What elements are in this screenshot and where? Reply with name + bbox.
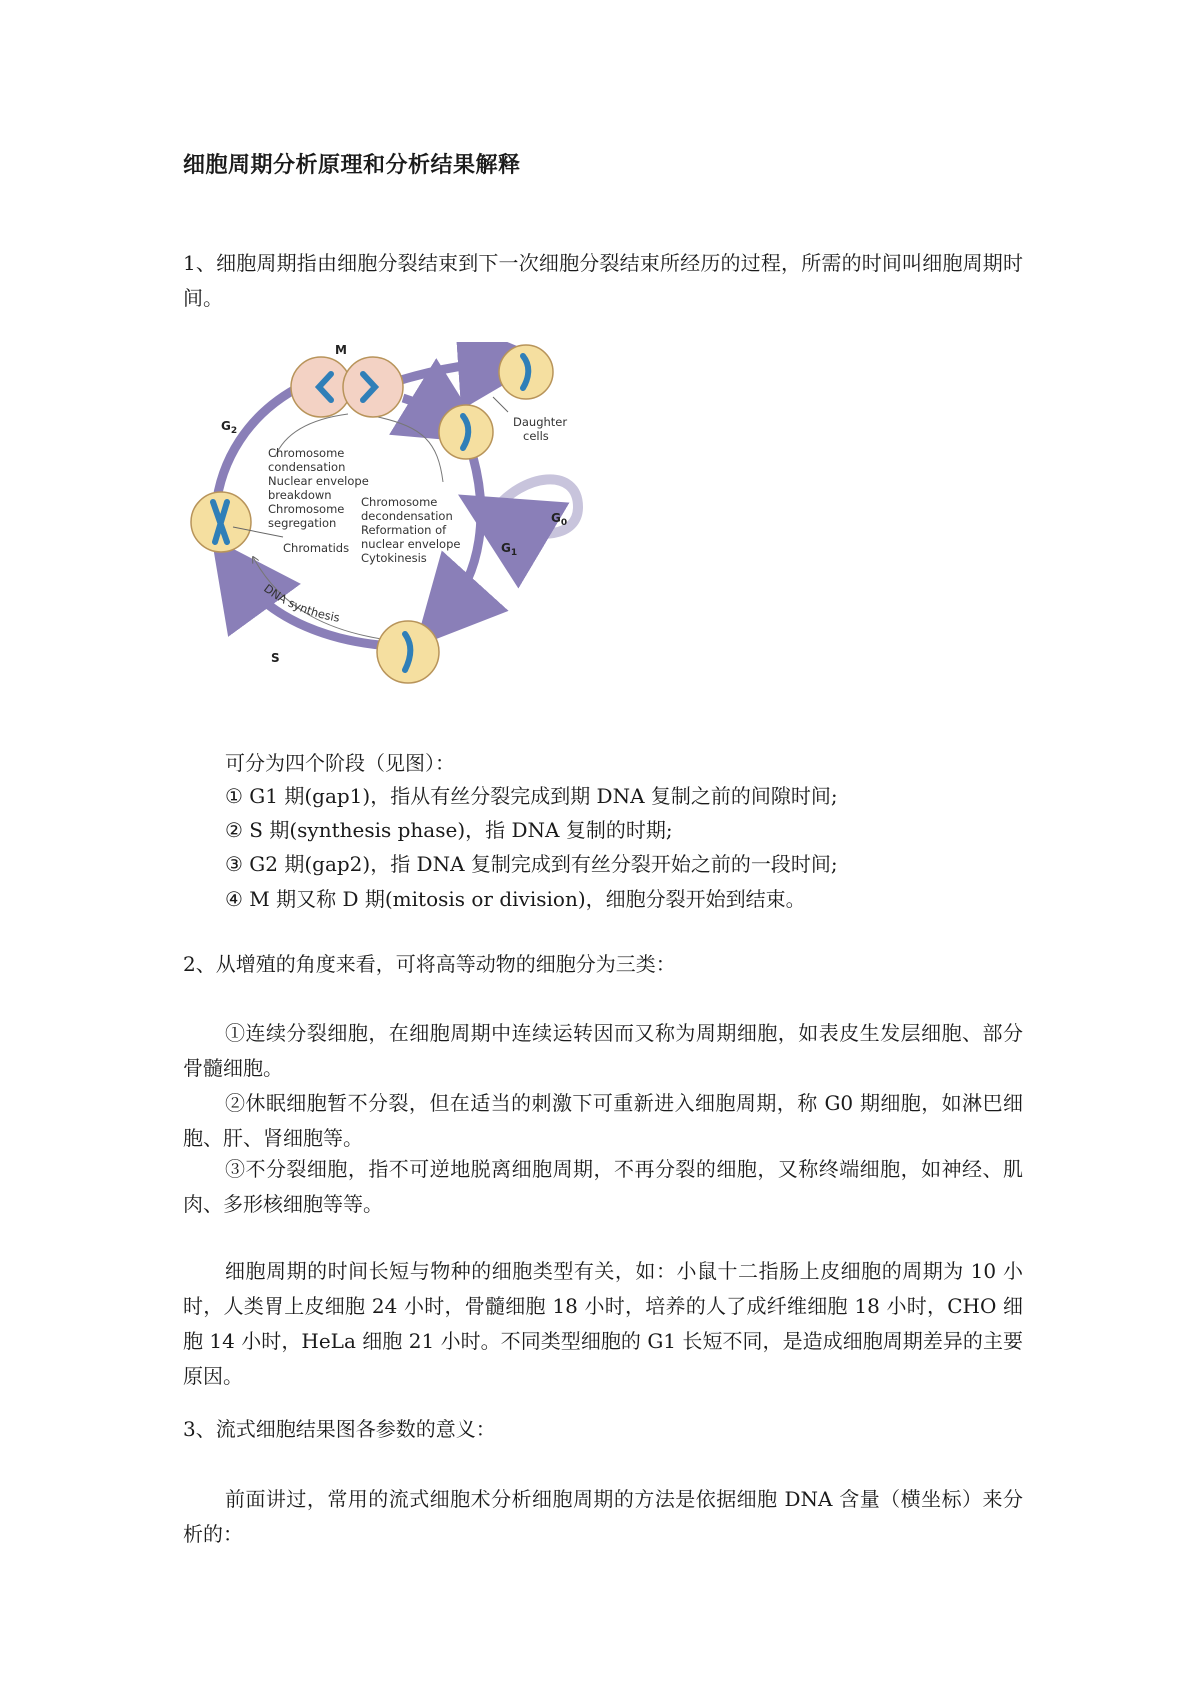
section-3-heading: 3、流式细胞结果图各参数的意义： <box>183 1417 496 1441</box>
cycle-time-paragraph: 细胞周期的时间长短与物种的细胞类型有关，如：小鼠十二指肠上皮细胞的周期为 10 小时，人类胃上皮细胞 24 小时，骨髓细胞 18 小时，培养的人了成纤维细胞 18 小时，CHO 细胞 14 小时，HeLa 细胞 21 小时。不同类型细胞的 G1 长短不同，是造成细胞周期差异的主要原因。 <box>183 1259 1023 1388</box>
section-1-paragraph: 1、细胞周期指由细胞分裂结束到下一次细胞分裂结束所经历的过程，所需的时间叫细胞周期时间。 <box>183 251 1023 310</box>
label-daughter-cells: Daughter cells <box>513 415 568 443</box>
cell-type-nondividing: ③不分裂细胞，指不可逆地脱离细胞周期，不再分裂的细胞，又称终端细胞，如神经、肌肉、多形核细胞等等。 <box>183 1157 1023 1216</box>
g1-arc <box>445 457 481 614</box>
label-g2: $G_2$ <box>221 419 238 436</box>
phase-item-g1: ① G1 期(gap1)，指从有丝分裂完成到期 DNA 复制之前的间隙时间; <box>225 784 838 808</box>
label-m: M <box>335 343 347 357</box>
phase-item-m: ④ M 期又称 D 期(mitosis or division)，细胞分裂开始到结束。 <box>225 887 806 911</box>
phase-item-s: ② S 期(synthesis phase)，指 DNA 复制的时期; <box>225 818 673 842</box>
daughter-pointer-line <box>493 397 508 412</box>
label-g1: $G_1$ <box>501 541 518 558</box>
label-g0: $G_0$ <box>551 511 568 528</box>
label-chromatids: Chromatids <box>283 541 350 555</box>
label-s: S <box>271 651 280 665</box>
flow-intro-paragraph: 前面讲过，常用的流式细胞术分析细胞周期的方法是依据细胞 DNA 含量（横坐标）来分析的： <box>183 1487 1023 1546</box>
inner-arc-late <box>378 417 443 482</box>
page-title: 细胞周期分析原理和分析结果解释 <box>183 152 521 178</box>
phases-intro: 可分为四个阶段（见图）： <box>225 751 455 775</box>
phase-item-g2: ③ G2 期(gap2)，指 DNA 复制完成到有丝分裂开始之前的一段时间; <box>225 852 838 876</box>
late-events-list: Chromosome decondensation Reformation of nuclear envelope Cytokinesis <box>361 495 461 565</box>
section-2-heading: 2、从增殖的角度来看，可将高等动物的细胞分为三类： <box>183 952 676 976</box>
cell-type-continuous: ①连续分裂细胞，在细胞周期中连续运转因而又称为周期细胞，如表皮生发层细胞、部分骨髓细胞。 <box>183 1021 1023 1080</box>
cell-cycle-svg <box>183 342 603 707</box>
m-to-daughter-arrow <box>401 362 503 380</box>
m-events-list: Chromosome condensation Nuclear envelope breakdown Chromosome segregation <box>268 446 369 530</box>
cell-cycle-diagram <box>183 342 603 707</box>
label-dna-synthesis: DNA synthesis <box>261 581 341 625</box>
cell-type-dormant: ②休眠细胞暂不分裂，但在适当的刺激下可重新进入细胞周期，称 G0 期细胞，如淋巴细胞、肝、肾细胞等。 <box>183 1091 1023 1150</box>
